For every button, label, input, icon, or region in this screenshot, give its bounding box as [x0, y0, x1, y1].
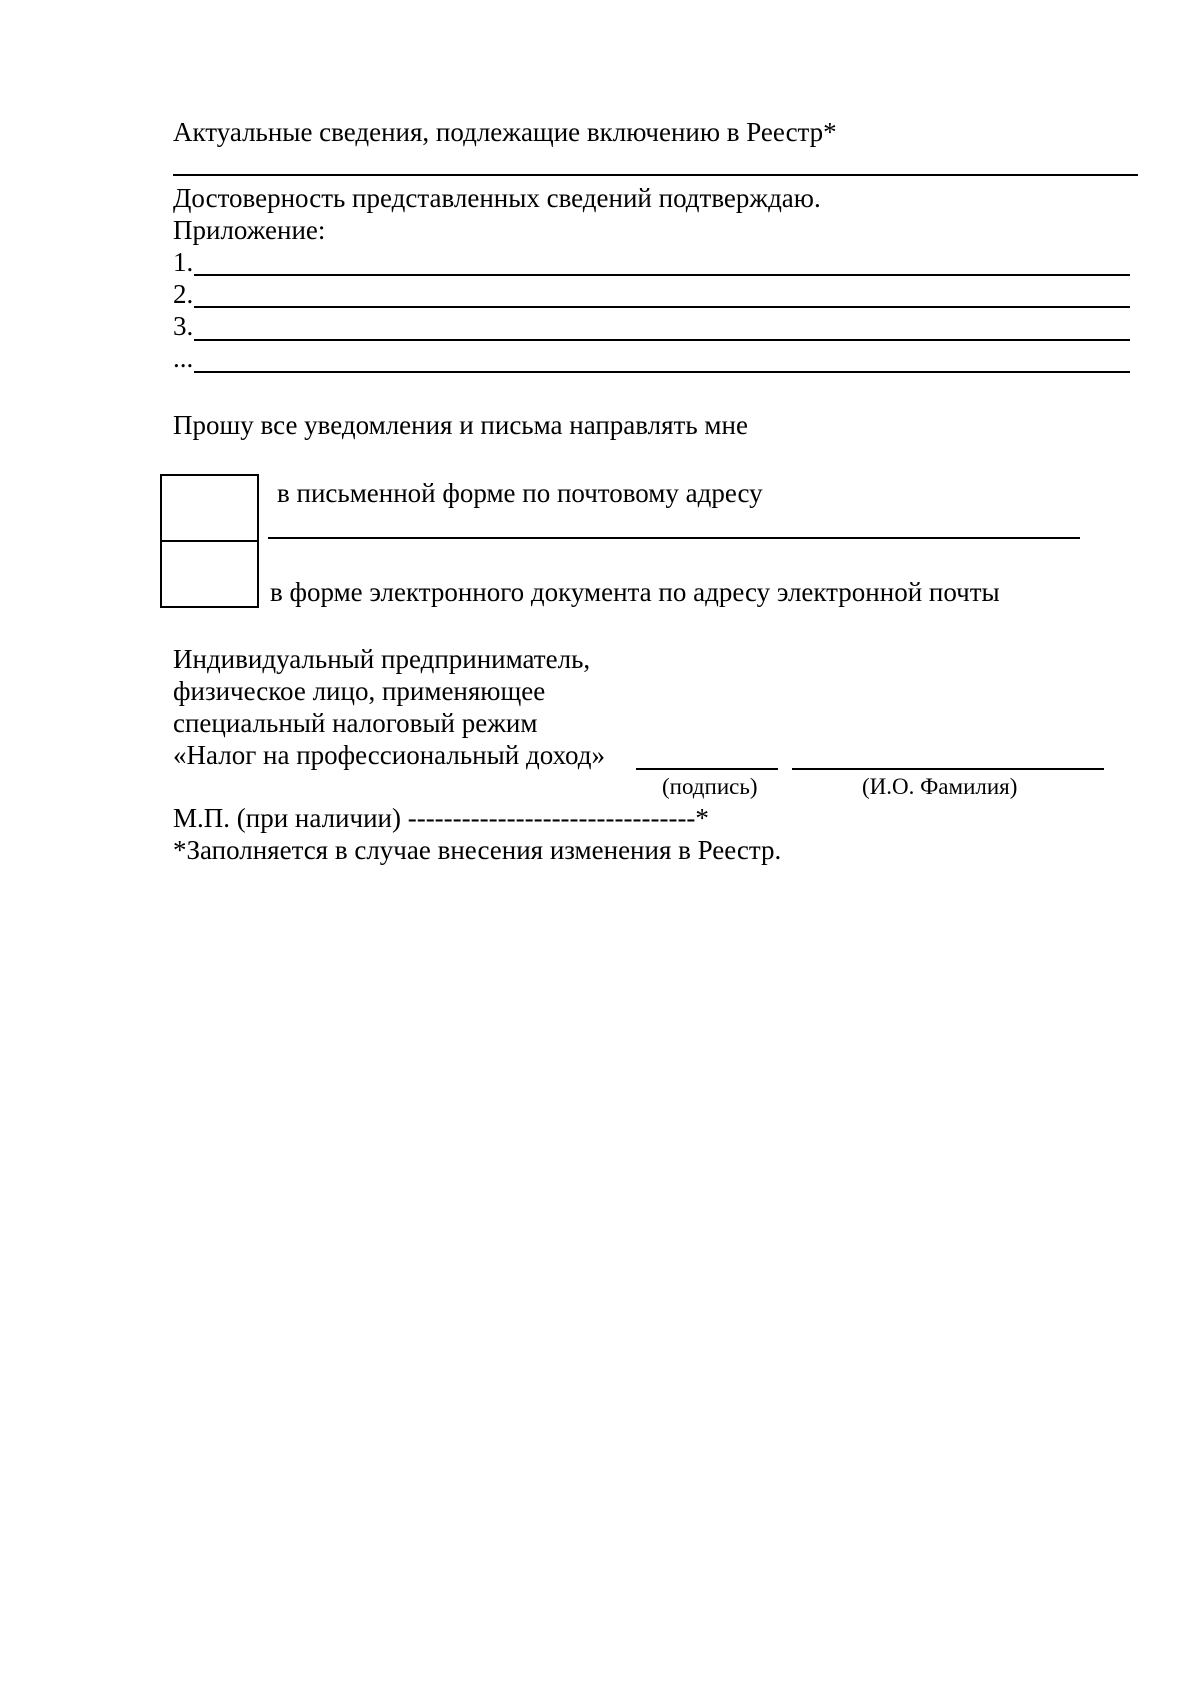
attachment-number-2: 2. [173, 279, 194, 309]
attachments-label: Приложение: [173, 215, 326, 245]
attachment-number-1: 1. [173, 247, 194, 277]
attachment-field-2[interactable] [194, 306, 1130, 308]
postal-address-field[interactable] [268, 537, 1080, 539]
attachment-number-3: 3. [173, 311, 194, 341]
attachment-field-1[interactable] [194, 274, 1130, 276]
signer-role-line-1: Индивидуальный предприниматель, [173, 644, 591, 674]
actual-info-field[interactable] [173, 174, 1138, 176]
email-option-checkbox[interactable] [160, 540, 259, 608]
postal-option-label: в письменной форме по почтовому адресу [277, 478, 763, 508]
footnote-text: *Заполняется в случае внесения изменения в Реестр. [173, 835, 782, 865]
signer-role-line-2: физическое лицо, применяющее [173, 676, 546, 706]
attachment-number-more: ... [173, 343, 194, 373]
signer-role-line-4: «Налог на профессиональный доход» [173, 740, 605, 770]
attachment-field-more[interactable] [194, 371, 1130, 373]
attachment-field-3[interactable] [194, 339, 1130, 341]
full-name-caption: (И.О. Фамилия) [862, 774, 1018, 799]
postal-option-checkbox[interactable] [160, 474, 259, 542]
full-name-field[interactable] [792, 768, 1104, 770]
stamp-line: М.П. (при наличии) --------------------------------* [173, 803, 709, 833]
signer-role-line-3: специальный налоговый режим [173, 708, 538, 738]
notification-request-text: Прошу все уведомления и письма направлять мне [173, 410, 748, 440]
confirmation-text: Достоверность представленных сведений подтверждаю. [173, 183, 821, 213]
signature-field[interactable] [636, 768, 778, 770]
actual-info-label: Актуальные сведения, подлежащие включению в Реестр* [173, 117, 837, 147]
email-option-label: в форме электронного документа по адресу электронной почты [270, 577, 1000, 607]
signature-caption: (подпись) [662, 774, 758, 799]
